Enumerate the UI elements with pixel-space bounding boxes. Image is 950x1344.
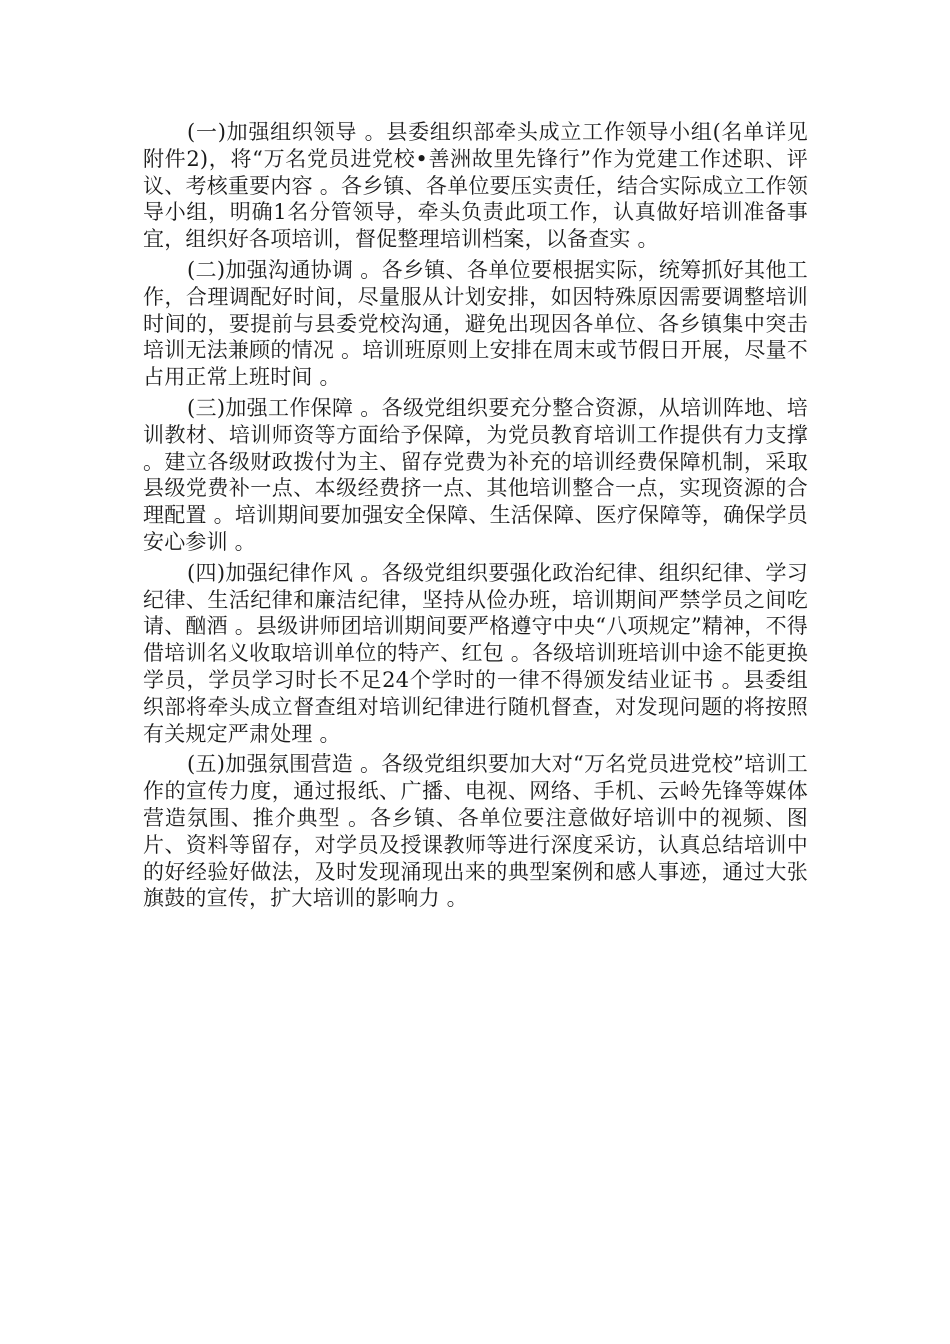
paragraph-work-guarantee: (三)加强工作保障 。各级党组织要充分整合资源，从培训阵地、培训教材、培训师资等方面给予保障，为党员教育培训工作提供有力支撑 。建立各级财政拨付为主、留存党费为补充的培训经费保障机制，采取县级党费补一点、本级经费挤一点、其他培训整合一点，实现资源的合理配置 。培训期间要加强安全保障、生活保障、医疗保障等，确保学员安心参训 。 — [143, 395, 808, 554]
paragraph-discipline-style: (四)加强纪律作风 。各级党组织要强化政治纪律、组织纪律、学习纪律、生活纪律和廉洁纪律，坚持从俭办班，培训期间严禁学员之间吃请、酗酒 。县级讲师团培训期间要严格遵守中央“八项规定”精神，不得借培训名义收取培训单位的特产、红包 。各级培训班培训中途不能更换学员，学员学习时长不足24个学时的一律不得颁发结业证书 。县委组织部将牵头成立督查组对培训纪律进行随机督查，对发现问题的将按照有关规定严肃处理 。 — [143, 560, 808, 746]
paragraph-organization-leadership: (一)加强组织领导 。县委组织部牵头成立工作领导小组(名单详见附件2)，将“万名党员进党校•善洲故里先锋行”作为党建工作述职、评议、考核重要内容 。各乡镇、各单位要压实责任，结合实际成立工作领导小组，明确1名分管领导，牵头负责此项工作，认真做好培训准备事宜，组织好各项培训，督促整理培训档案，以备查实 。 — [143, 120, 808, 252]
paragraph-communication-coordination: (二)加强沟通协调 。各乡镇、各单位要根据实际，统筹抓好其他工作，合理调配好时间，尽量服从计划安排，如因特殊原因需要调整培训时间的，要提前与县委党校沟通，避免出现因各单位、各乡镇集中突击培训无法兼顾的情况 。培训班原则上安排在周末或节假日开展，尽量不占用正常上班时间 。 — [143, 257, 808, 390]
paragraph-atmosphere-building: (五)加强氛围营造 。各级党组织要加大对“万名党员进党校”培训工作的宣传力度，通过报纸、广播、电视、网络、手机、云岭先锋等媒体营造氛围、推介典型 。各乡镇、各单位要注意做好培训中的视频、图片、资料等留存，对学员及授课教师等进行深度采访，认真总结培训中的好经验好做法，及时发现涌现出来的典型案例和感人事迹，通过大张旗鼓的宣传，扩大培训的影响力 。 — [143, 752, 808, 911]
document-body — [143, 119, 808, 916]
